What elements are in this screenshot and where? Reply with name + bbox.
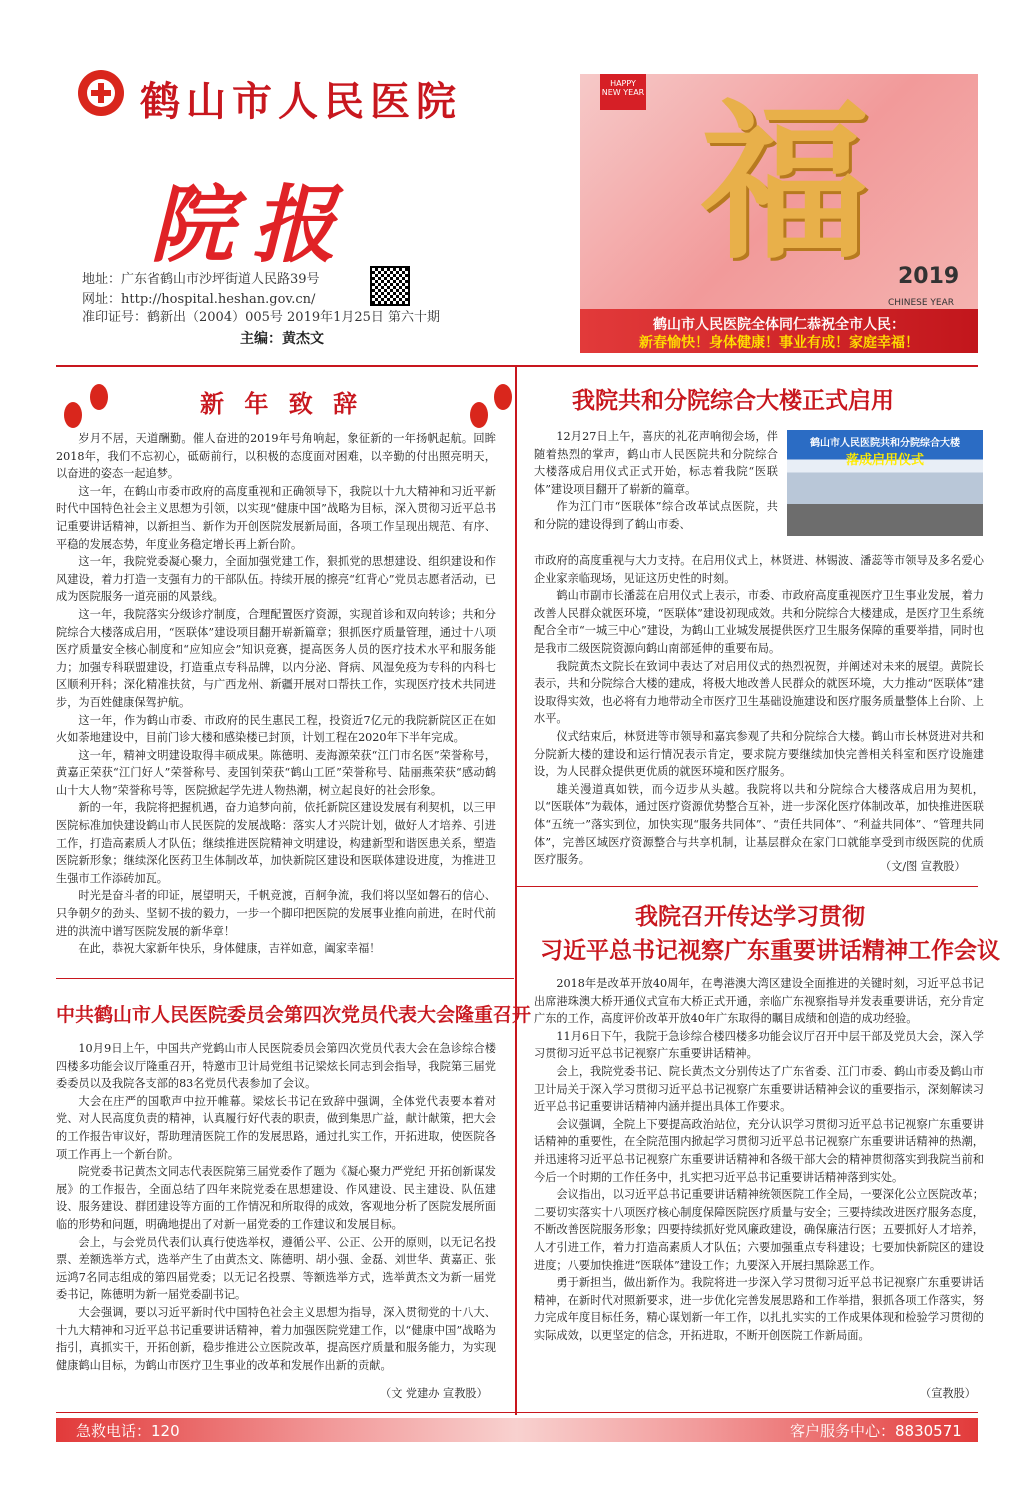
paragraph: 鹤山市副市长潘蕊在启用仪式上表示，市委、市政府高度重视医疗卫生事业发展，着力改善人民群众就医环境，“医联体”建设初现成效。共和分院综合大楼建成，是医疗卫生系统配合全市“一城三中心”建设，为鹤山工业城发展提供医疗卫生服务保障的重要举措，同时也是我市二级医院资源向鹤山南部延伸的重要布局。 (534, 589, 984, 655)
photo-caption-1: 鹤山市人民医院共和分院综合大楼 (810, 438, 960, 449)
branch-building-body (534, 552, 984, 869)
banner-chinese-year: CHINESE YEAR (888, 298, 954, 308)
study-meeting-body (534, 975, 984, 1344)
paragraph: 10月9日上午，中国共产党鹤山市人民医院委员会第四次党员代表大会在急诊综合楼四楼多功能会议厅隆重召开，特邀市卫计局党组书记梁炫长同志到会指导，我院第三届党委委员以及我院各支部的83名党员代表参加了会议。 (56, 1042, 496, 1091)
happy-new-year-tag: HAPPY NEW YEAR (600, 74, 646, 110)
fu-character: 福 (700, 83, 871, 283)
paragraph: 院党委书记黄杰文同志代表医院第三届党委作了题为《凝心聚力严党纪 开拓创新谋发展》的工作报告，全面总结了四年来院党委在思想建设、作风建设、民主建设、队伍建设、服务建设、群团建设等方面的工作情况和所取得的成效，客观地分析了医院发展所面临的形势和问题，明确地提出了对新一届党委的工作建议和发展目标。 (56, 1165, 496, 1231)
paragraph: 新的一年，我院将把握机遇，奋力追梦向前，依托新院区建设发展有利契机，以三甲医院标准加快建设鹤山市人民医院的发展战略：落实人才兴院计划，做好人才培养、引进工作，打造高素质人才队伍；继续推进医院精神文明建设，构建新型和谐医患关系，塑造医院新形象；继续深化医药卫生体制改革，加快新院区建设和医联体建设进度，为推进卫生强市工作添砖加瓦。 (56, 801, 496, 885)
paragraph: 这一年，我院党委凝心聚力，全面加强党建工作，狠抓党的思想建设、组织建设和作风建设，着力打造一支强有力的干部队伍。持续开展的擦亮“红背心”党员志愿者活动，已成为医院服务一道亮丽的风景线。 (56, 555, 496, 604)
column-rule (515, 365, 517, 1415)
lantern-icon (64, 402, 82, 428)
paragraph: 这一年，我院落实分级诊疗制度，合理配置医疗资源，实现首诊和双向转诊；共和分院综合大楼落成启用，“医联体”建设项目翻开崭新篇章；狠抓医疗质量管理，通过十八项医疗质量安全核心制度和“应知应会”知识竞赛，提高医务人员的医疗技术水平和服务能力；加强专科联盟建设，打造重点专科品牌，以内分泌、肾病、风湿免疫为专科的内科七区顺利开科；深化精准扶贫，与广西龙州、新疆开展对口帮扶工作，实现医疗技术共同进步，为百姓健康保驾护航。 (56, 607, 496, 709)
study-meeting-signature: （宣教股） (920, 1387, 976, 1400)
paragraph: 仪式结束后，林贤进等市领导和嘉宾参观了共和分院综合大楼。鹤山市长林贤进对共和分院新大楼的建设和运行情况表示肯定，要求院方要继续加快完善相关科室和医疗设施建设，为人民群众提供更优质的就医环境和医疗服务。 (534, 729, 984, 779)
paragraph: 2018年是改革开放40周年，在粤港澳大湾区建设全面推进的关键时刻，习近平总书记出席港珠澳大桥开通仪式宣布大桥正式开通，亲临广东视察指导并发表重要讲话，充分肯定广东的工作，高度评价改革开放40年广东取得的瞩目成绩和创造的成功经验。 (534, 977, 984, 1026)
editor: 主编：黄杰文 (240, 331, 324, 347)
branch-building-title: 我院共和分院综合大楼正式启用 (572, 387, 894, 414)
lantern-icon (470, 402, 488, 428)
qr-code-icon (370, 266, 410, 306)
paragraph: 会议强调，全院上下要提高政治站位，充分认识学习贯彻习近平总书记视察广东重要讲话精神的重要性，在全院范围内掀起学习贯彻习近平总书记视察广东重要讲话精神的热潮，并迅速将习近平总书记视察广东重要讲话精神和各级干部大会的精神贯彻落实到我院当前和今后一个时期的工作任务中，扎实把习近平总书记重要讲话精神落到实处。 (534, 1117, 984, 1184)
paragraph: 在此，恭祝大家新年快乐，身体健康，吉祥如意，阖家幸福！ (78, 942, 381, 956)
party-congress-body (56, 1040, 496, 1374)
paragraph: 岁月不居，天道酬勤。催人奋进的2019年号角响起，象征新的一年扬帆起航。回眸2018年，我们不忘初心，砥砺前行，以积极的态度面对困难，以辛勤的付出照亮明天，以奋进的姿态一起追梦。 (56, 432, 496, 481)
right-section-rule (517, 886, 978, 887)
branch-building-signature: （文/图 宣教股） (880, 860, 966, 873)
study-meeting-title-2: 习近平总书记视察广东重要讲话精神工作会议 (540, 937, 1000, 964)
hospital-logo (78, 70, 124, 116)
masthead-title: 院报 (150, 175, 355, 274)
paragraph: 大会强调，要以习近平新时代中国特色社会主义思想为指导，深入贯彻党的十八大、十九大精神和习近平总书记重要讲话精神，着力加强医院党建工作，以“健康中国”战略为指引，真抓实干，开拓创新，稳步推进公立医院改革，提高医疗质量和服务能力，为实现健康鹤山目标，为鹤山市医疗卫生事业的改革和发展作出新的贡献。 (56, 1305, 496, 1372)
website: 网址：http://hospital.heshan.gov.cn/ (82, 292, 316, 307)
paragraph: 市政府的高度重视与大力支持。在启用仪式上，林贤进、林锡波、潘蕊等市领导及多名爱心企业家亲临现场，见证这历史性的时刻。 (534, 554, 984, 585)
hospital-name: 鹤山市人民医院 (140, 78, 462, 125)
paragraph: 这一年，作为鹤山市委、市政府的民生惠民工程，投资近7亿元的我院新院区正在如火如荼地建设中，目前门诊大楼和感染楼已封顶，计划工程在2020年下半年完成。 (56, 713, 496, 745)
paragraph: 会上，我院党委书记、院长黄杰文分别传达了广东省委、江门市委、鹤山市委及鹤山市卫计局关于深入学习贯彻习近平总书记视察广东重要讲话精神会议的重要指示，深刻解读习近平总书记重要讲话精神内涵并提出具体工作要求。 (534, 1064, 984, 1114)
branch-building-intro (534, 428, 778, 534)
lantern-icon (494, 384, 512, 410)
left-section-rule (56, 978, 514, 979)
paragraph: 这一年，精神文明建设取得丰硕成果。陈德明、麦海源荣获“江门市名医”荣誉称号，黄嘉正荣获“江门好人”荣誉称号、麦国钊荣获“鹤山工匠”荣誉称号、陆丽燕荣获“感动鹤山十大人物”荣誉称号等，医院掀起学先进人物热潮，树立起良好的社会形象。 (56, 748, 496, 797)
paragraph: 12月27日上午，喜庆的礼花声响彻会场，伴随着热烈的掌声，鹤山市人民医院共和分院综合大楼落成启用仪式正式开始，标志着我院“医联体”建设项目翻开了崭新的篇章。 (534, 430, 778, 496)
new-year-title: 新 年 致 辞 (200, 389, 364, 418)
party-congress-signature: （文 党建办 宣教股） (380, 1387, 488, 1400)
paragraph: 这一年，在鹤山市委市政府的高度重视和正确领导下，我院以十九大精神和习近平新时代中国特色社会主义思想为引领，以实现“健康中国”战略为目标，深入贯彻习近平总书记重要讲话精神，以新担当、新作为开创医院发展新局面，各项工作呈现出规范、有序、平稳的发展态势，年度业务稳定增长再上新台阶。 (56, 484, 496, 551)
new-year-body (56, 430, 496, 958)
address: 地址：广东省鹤山市沙坪街道人民路39号 (82, 272, 320, 287)
paragraph: 雄关漫道真如铁，而今迈步从头越。我院将以共和分院综合大楼落成启用为契机，以“医联体”为载体，通过医疗资源优势整合互补，进一步深化医疗体制改革，加快推进医联体“五统一”落实到位，加快实现“服务共同体”、“责任共同体”、“利益共同体”、“管理共同体”，完善区域医疗资源整合与共享机制，让基层群众在家门口就能享受到市级医院的优质医疗服务。 (534, 782, 984, 867)
paragraph: 作为江门市“医联体”综合改革试点医院，共和分院的建设得到了鹤山市委、 (534, 500, 778, 531)
service-center-phone: 客户服务中心：8830571 (790, 1422, 962, 1440)
bottom-rule (56, 1412, 978, 1413)
banner-year: 2019 (898, 264, 960, 289)
banner-greeting-1: 鹤山市人民医院全体同仁恭祝全市人民： (653, 317, 905, 333)
emergency-phone: 急救电话：120 (76, 1422, 180, 1440)
party-congress-title: 中共鹤山市人民医院委员会第四次党员代表大会隆重召开 (56, 1004, 532, 1026)
banner-greeting-2: 新春愉快！身体健康！事业有成！家庭幸福！ (639, 335, 919, 351)
paragraph: 时光是奋斗者的印证，展望明天，千帆竞渡，百舸争流，我们将以坚如磐石的信心、只争朝夕的劲头、坚韧不拔的毅力，一步一个脚印把医院的发展事业推向前进，在时代前进的洪流中谱写医院发展的新华章！ (56, 889, 496, 938)
new-year-banner (580, 74, 978, 353)
paragraph: 我院黄杰文院长在致词中表达了对启用仪式的热烈祝贺，并阐述对未来的展望。黄院长表示，共和分院综合大楼的建成，将极大地改善人民群众的就医环境，大力推动“医联体”建设取得实效，也必将有力地带动全市医疗卫生基础设施建设和医疗服务质量整体上台阶、上水平。 (534, 659, 984, 726)
top-rule (56, 365, 978, 367)
paragraph: 11月6日下午，我院于急诊综合楼四楼多功能会议厅召开中层干部及党员大会，深入学习贯彻习近平总书记视察广东重要讲话精神。 (534, 1029, 984, 1061)
paragraph: 会上，与会党员代表们认真行使选举权，遵循公平、公正、公开的原则，以无记名投票、差额选举方式，选举产生了由黄杰文、陈德明、胡小强、金磊、刘世华、黄嘉正、张远鸿7名同志组成的第四届党委；以无记名投票、等额选举方式，选举黄杰文为新一届党委书记，陈德明为新一届党委副书记。 (56, 1235, 496, 1302)
lantern-icon (90, 384, 108, 410)
paragraph: 勇于新担当，做出新作为。我院将进一步深入学习贯彻习近平总书记视察广东重要讲话精神，在新时代对照新要求，进一步优化完善发展思路和工作举措，狠抓各项工作落实，努力完成年度目标任务，精心谋划新一年工作，以扎扎实实的工作成果体现和检验学习贯彻的实际成效，以更坚定的信念，开拓进取，不断开创医院工作新局面。 (534, 1276, 984, 1342)
study-meeting-title-1: 我院召开传达学习贯彻 (635, 903, 865, 930)
photo-caption-2: 落成启用仪式 (845, 453, 924, 468)
permit-info: 准印证号：鹤新出（2004）005号 2019年1月25日 第六十期 (82, 310, 441, 325)
paragraph: 大会在庄严的国歌声中拉开帷幕。梁炫长书记在致辞中强调，全体党代表要本着对党、对人民高度负责的精神，认真履行好代表的职责，做到集思广益，献计献策，把大会的工作报告审议好，帮助理清医院工作的发展思路，通过扎实工作，开拓进取，使医院各项工作再上一个新台阶。 (56, 1094, 496, 1161)
ceremony-photo (787, 430, 983, 536)
paragraph: 会议指出，以习近平总书记重要讲话精神统领医院工作全局，一要深化公立医院改革；二要切实落实十八项医疗核心制度保障医院医疗质量与安全；三要持续改进医疗服务态度，不断改善医院服务形象；四要持续抓好党风廉政建设，确保廉洁行医；五要抓好人才培养，人才引进工作，着力打造高素质人才队伍；六要加强重点专科建设；七要加快新院区的建设进度；八要加快推进“医联体”建设工作；九要深入开展扫黑除恶工作。 (534, 1188, 984, 1272)
